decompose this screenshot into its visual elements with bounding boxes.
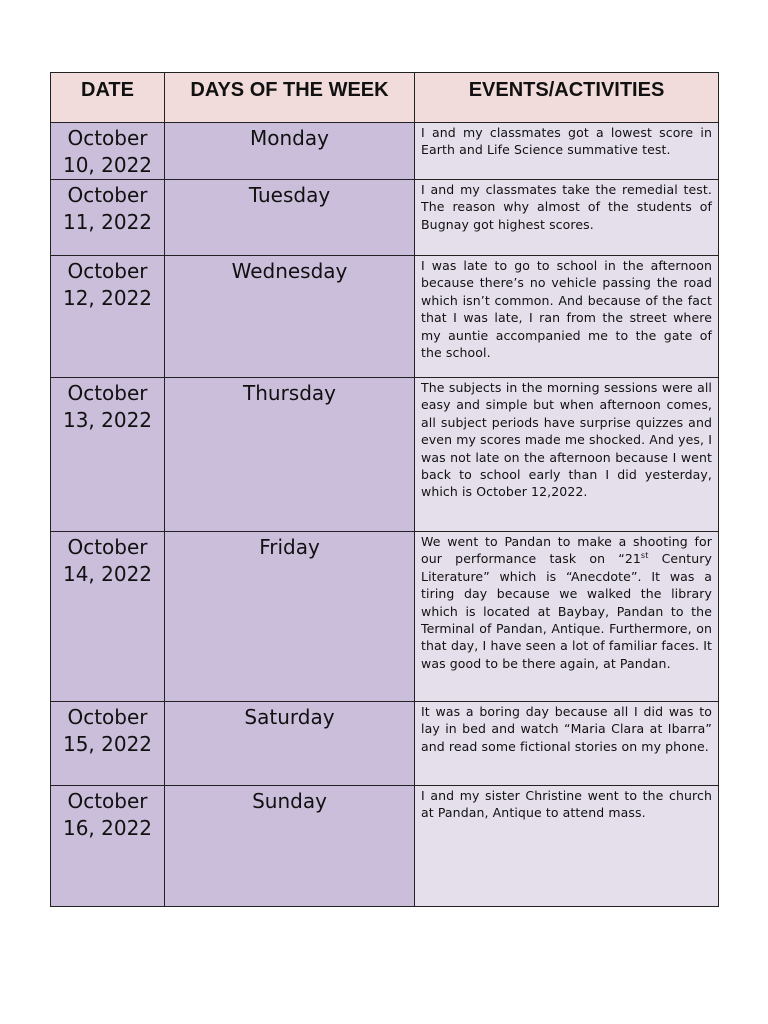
date-cell (51, 256, 165, 378)
date-cell (51, 532, 165, 702)
activity-journal-table (50, 72, 719, 907)
date-cell (51, 702, 165, 786)
day-cell (165, 532, 415, 702)
event-text: It was a boring day because all I did was to lay in bed and watch “Maria Clara at Ibarra” and read some fictional stories on my phone. (421, 704, 712, 754)
table-row (51, 786, 719, 907)
header-row (51, 73, 719, 123)
day-cell (165, 786, 415, 907)
date-cell (51, 180, 165, 256)
event-cell (415, 378, 719, 532)
date-text: October 11, 2022 (62, 183, 153, 234)
date-text: October 16, 2022 (62, 789, 153, 840)
date-text: October 13, 2022 (62, 381, 153, 432)
event-cell (415, 532, 719, 702)
day-cell (165, 256, 415, 378)
event-cell (415, 123, 719, 180)
date-text: October 12, 2022 (62, 259, 153, 310)
event-text: We went to Pandan to make a shooting for our performance task on “21st Century Literature” which is “Anecdote”. It was a tiring day because we walked the library which is located at Baybay, Pandan to the Terminal of Pandan, Antique. Furthermore, on that day, I have seen a lot of familiar faces. It was good to be there again, at Pandan. (421, 534, 712, 671)
day-cell (165, 180, 415, 256)
event-cell (415, 786, 719, 907)
table-row (51, 180, 719, 256)
event-text: I and my classmates take the remedial test. The reason why almost of the students of Bugnay got highest scores. (421, 182, 712, 232)
date-cell (51, 786, 165, 907)
table-row (51, 378, 719, 532)
day-text: Tuesday (248, 183, 331, 207)
event-cell (415, 180, 719, 256)
date-text: October 10, 2022 (62, 126, 153, 177)
event-text: I was late to go to school in the afternoon because there’s no vehicle passing the road which isn’t common. And because of the fact that I was late, I ran from the street where my auntie accompanied me to the gate of the school. (421, 258, 712, 361)
table-row (51, 256, 719, 378)
days-header: DAYS OF THE WEEK (165, 73, 415, 123)
day-text: Friday (259, 535, 320, 559)
event-text: I and my sister Christine went to the church at Pandan, Antique to attend mass. (421, 788, 712, 821)
events-header: EVENTS/ACTIVITIES (415, 73, 719, 123)
table-row (51, 123, 719, 180)
day-cell (165, 702, 415, 786)
date-cell (51, 378, 165, 532)
event-cell (415, 256, 719, 378)
day-text: Thursday (243, 381, 336, 405)
day-text: Sunday (252, 789, 327, 813)
event-text: The subjects in the morning sessions were all easy and simple but when afternoon comes, all subject periods have surprise quizzes and even my scores made me shocked. And yes, I was not late on the afternoon because I went back to school early than I did yesterday, which is October 12,2022. (421, 380, 712, 500)
day-cell (165, 123, 415, 180)
event-text: I and my classmates got a lowest score in Earth and Life Science summative test. (421, 125, 712, 158)
date-header: DATE (51, 73, 165, 123)
day-cell (165, 378, 415, 532)
date-cell (51, 123, 165, 180)
day-text: Wednesday (231, 259, 348, 283)
day-text: Monday (250, 126, 329, 150)
date-text: October 15, 2022 (62, 705, 153, 756)
table-row (51, 532, 719, 702)
day-text: Saturday (244, 705, 335, 729)
table-row (51, 702, 719, 786)
date-text: October 14, 2022 (62, 535, 153, 586)
event-cell (415, 702, 719, 786)
